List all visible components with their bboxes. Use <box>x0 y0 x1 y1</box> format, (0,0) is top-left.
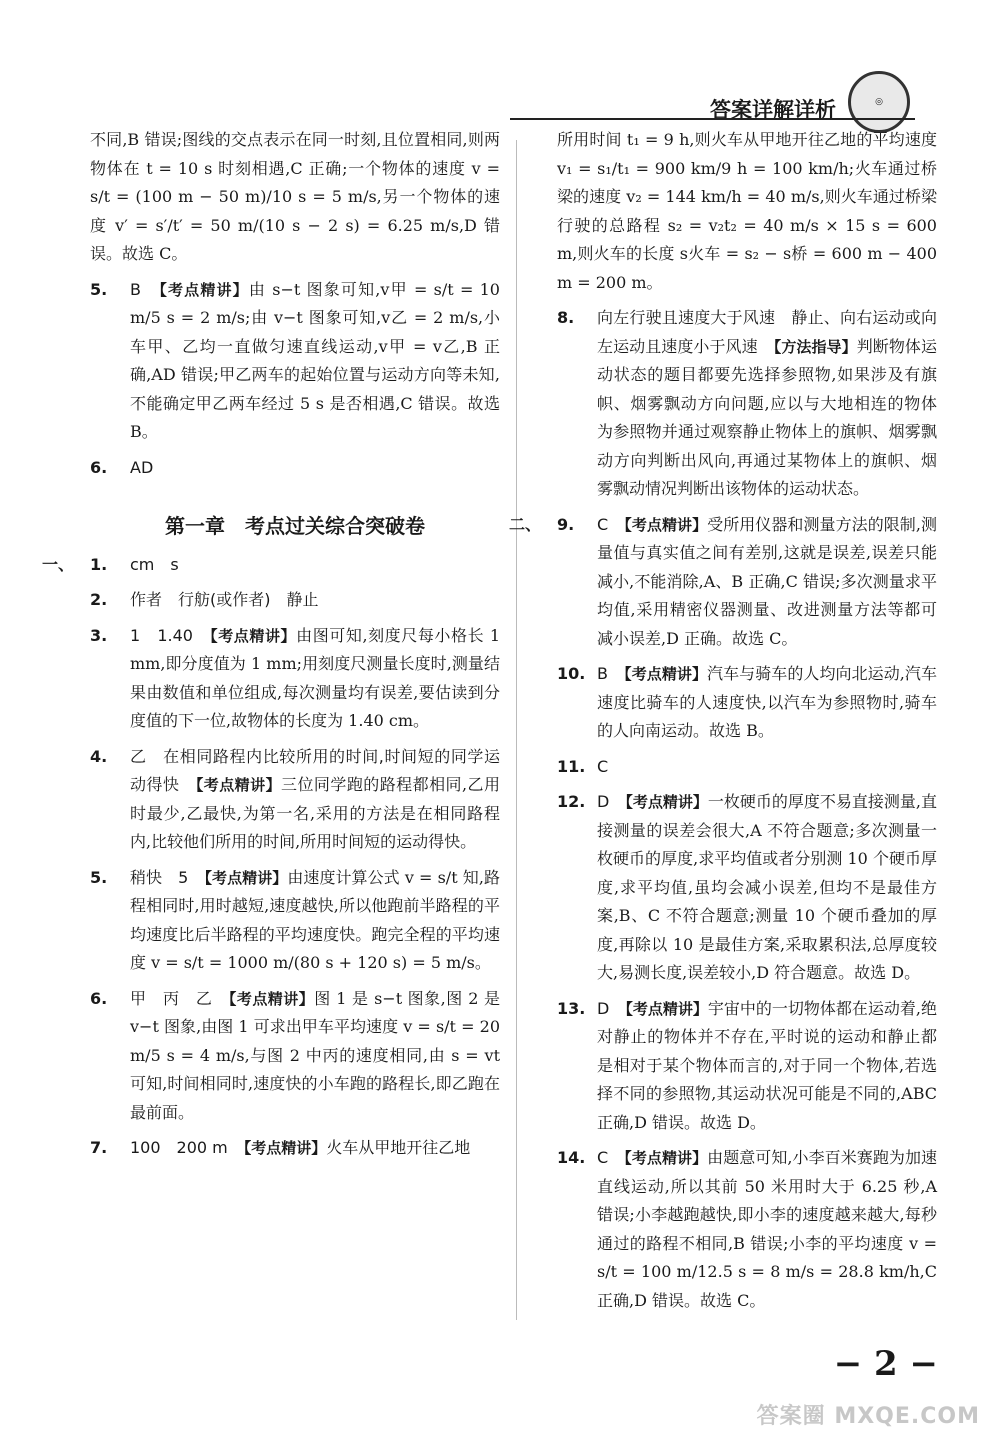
item-explanation: 火车从甲地开往乙地 <box>326 1138 471 1157</box>
item-tag: 【考点精讲】 <box>204 868 288 887</box>
item-answer: 乙 在相同路程内比较所用的时间,时间短的同学运动得快 <box>130 746 500 794</box>
item-explanation: 一枚硬币的厚度不易直接测量,直接测量的误差会很大,A 不符合题意;多次测量一枚硬币的厚度,求平均值或者分别测 10 个硬币厚度,求平均值,虽均会减小误差,但均不是最佳方案,B、C 不符合题意;测量 10 个硬币叠加的厚度,再除以 10 是最佳方案,采取累积法,总厚度较大,易测长度,误差较小,D 符合题意。故选 D。 <box>597 792 937 982</box>
item-answer: 稍快 5 <box>130 867 189 887</box>
item-answer: D <box>597 998 610 1018</box>
answer-item <box>557 995 937 1138</box>
item-explanation: 由题意可知,小李百米赛跑为加速直线运动,所以其前 50 米用时大于 6.25 秒,A 错误;小李越跑越快,即小李的速度越来越大,每秒通过的路程不相同,B 错误;小李的平均速度 v = s/t = 100 m/12.5 s = 8 m/s = 28.8 km/h,C 正确,D 错误。故选 C。 <box>597 1148 937 1310</box>
item-tag: 【考点精讲】 <box>159 280 249 299</box>
item-tag: 【考点精讲】 <box>624 1149 708 1167</box>
item-answer: 向左行驶且速度大于风速 静止、向右运动或向左运动且速度小于风速 <box>597 308 937 356</box>
section-marker: 二、 <box>509 514 542 534</box>
answer-item <box>90 1134 500 1163</box>
chapter-title: 第一章 考点过关综合突破卷 <box>165 514 425 538</box>
answer-item <box>557 304 937 504</box>
item-explanation: 汽车与骑车的人均向北运动,汽车速度比骑车的人速度快,以汽车为参照物时,骑车的人向南运动。故选 B。 <box>597 664 937 740</box>
item-explanation: 由图可知,刻度尺每小格长 1 mm,即分度值为 1 mm;用刻度尺测量长度时,测量结果由数值和单位组成,每次测量均有误差,要估读到分度值的下一位,故物体的长度为 1.40 cm。 <box>130 625 500 730</box>
item-answer: B <box>597 664 608 683</box>
item-number: 4. <box>90 746 108 766</box>
answer-item <box>90 743 500 857</box>
right-column <box>509 126 937 1315</box>
item-answer: D <box>597 792 610 811</box>
item-tag: 【考点精讲】 <box>625 999 708 1018</box>
item-explanation: 宇宙中的一切物体都在运动着,绝对静止的物体并不存在,平时说的运动和静止都是相对于某个物体而言的,对于同一个物体,若选择不同的参照物,其运动状况可能是不同的,ABC 正确,D 错误。故选 D。 <box>597 998 937 1132</box>
page-number: − 2 − <box>833 1344 938 1384</box>
item-answer: C <box>597 514 609 534</box>
left-column <box>42 126 500 1163</box>
item-tag: 【考点精讲】 <box>210 626 297 645</box>
item-tag: 【考点精讲】 <box>625 793 708 811</box>
section-marker: 一、 <box>42 554 75 574</box>
answer-item <box>90 586 500 615</box>
paragraph: 不同,B 错误;图线的交点表示在同一时刻,且位置相同,则两物体在 t = 10 s 时刻相遇,C 正确;一个物体的速度 v = s/t = (100 m − 50 m)/10 s = 5 m/s,另一个物体的速度 v′ = s′/t′ = 50 m/(10 s − 2 s) = 6.25 m/s,D 错误。故选 C。 <box>90 130 500 263</box>
answer-item <box>90 454 500 483</box>
header-title: 答案详解详析 <box>710 98 836 122</box>
page-header <box>710 72 910 132</box>
item-number: 12. <box>557 792 586 811</box>
item-explanation: 受所用仪器和测量方法的限制,测量值与真实值之间有差别,这就是误差,误差只能减小,不能消除,A、B 正确,C 错误;多次测量求平均值,采用精密仪器测量、改进测量方法等都可减小误差,D 正确。故选 C。 <box>597 514 937 648</box>
item-tag: 【考点精讲】 <box>624 665 708 683</box>
item-number: 5. <box>90 867 108 887</box>
item-answer: C <box>597 1148 609 1167</box>
item-tag: 【考点精讲】 <box>624 515 708 534</box>
item-tag: 【方法指导】 <box>773 337 857 356</box>
item-number: 3. <box>90 625 108 645</box>
item-explanation: 图 1 是 s−t 图象,图 2 是 v−t 图象,由图 1 可求出甲车平均速度 v = s/t = 20 m/5 s = 4 m/s,与图 2 中丙的速度相同,由 s = vt 可知,时间相同时,速度快的小车跑的路程长,即乙跑在最前面。 <box>130 988 500 1122</box>
answer-item <box>557 753 937 782</box>
paragraph: 所用时间 t₁ = 9 h,则火车从甲地开往乙地的平均速度 v₁ = s₁/t₁ = 900 km/9 h = 100 km/h;火车通过桥梁的速度 v₂ = 144 km/h = 40 m/s,则火车通过桥梁行驶的总路程 s₂ = v₂t₂ = 40 m/s × 15 s = 600 m,则火车的长度 s火车 = s₂ − s桥 = 600 m − 400 m = 200 m。 <box>557 130 937 292</box>
publisher-logo: ◎ <box>848 71 910 133</box>
item-explanation: 判断物体运动状态的题目都要先选择参照物,如果涉及有旗帜、烟雾飘动方向问题,应以与大地相连的物体为参照物并通过观察静止物体上的旗帜、烟雾飘动方向判断出风向,再通过某物体上的旗帜、烟雾飘动情况判断出该物体的运动状态。 <box>597 336 937 498</box>
item-tag: 【考点精讲】 <box>195 776 282 794</box>
item-number: 13. <box>557 998 586 1018</box>
item-answer: 作者 行舫(或作者) 静止 <box>130 590 319 609</box>
item-number: 2. <box>90 590 108 609</box>
column-divider <box>516 140 517 1320</box>
item-tag: 【考点精讲】 <box>243 1139 327 1157</box>
answer-item <box>42 551 500 580</box>
item-number: 6. <box>90 988 108 1008</box>
item-number: 10. <box>557 664 586 683</box>
item-number: 1. <box>90 554 108 574</box>
answer-item <box>509 511 937 654</box>
item-answer: 1 1.40 <box>130 625 193 645</box>
item-number: 9. <box>557 514 575 534</box>
item-number: 5. <box>90 279 108 299</box>
item-answer: 甲 丙 乙 <box>130 988 213 1008</box>
answer-item <box>557 660 937 746</box>
item-explanation: 由 s−t 图象可知,v甲 = s/t = 10 m/5 s = 2 m/s;由 v−t 图象可知,v乙 = 2 m/s,小车甲、乙均一直做匀速直线运动,v甲 = v乙,B 正确,AD 错误;甲乙两车的起始位置与运动方向等未知,不能确定甲乙两车经过 5 s 是否相遇,C 错误。故选 B。 <box>130 279 500 441</box>
item-number: 11. <box>557 756 586 776</box>
item-answer: AD <box>130 457 154 477</box>
item-tag: 【考点精讲】 <box>228 989 315 1008</box>
answer-item <box>557 1144 937 1315</box>
item-answer: 100 200 m <box>130 1138 228 1157</box>
answer-item <box>90 864 500 978</box>
header-rule <box>510 118 915 120</box>
answer-item <box>90 622 500 736</box>
item-answer: C <box>597 756 609 776</box>
answer-item <box>90 276 500 447</box>
answer-item <box>557 788 937 988</box>
item-number: 8. <box>557 308 575 327</box>
item-number: 6. <box>90 457 108 477</box>
item-answer: B <box>130 279 141 299</box>
watermark: 答案圈 MXQE.COM <box>756 1404 980 1429</box>
answer-item <box>90 985 500 1128</box>
item-explanation: 由速度计算公式 v = s/t 知,路程相同时,用时越短,速度越快,所以他跑前半路程的平均速度比后半路程的平均速度快。跑完全程的平均速度 v = s/t = 1000 m/(80 s + 120 s) = 5 m/s。 <box>130 867 500 972</box>
item-number: 14. <box>557 1148 586 1167</box>
item-answer: cm s <box>130 554 179 574</box>
item-number: 7. <box>90 1138 108 1157</box>
item-explanation: 三位同学跑的路程都相同,乙用时最少,乙最快,为第一名,采用的方法是在相同路程内,比较他们所用的时间,所用时间短的运动得快。 <box>130 775 500 851</box>
